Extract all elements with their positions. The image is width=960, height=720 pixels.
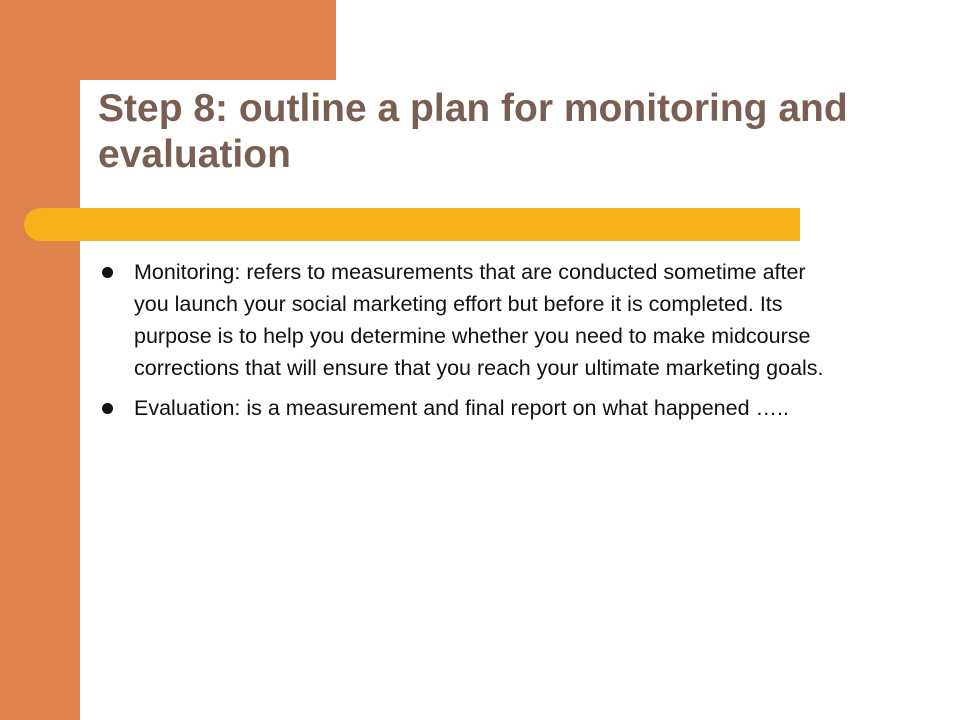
- bullet-item-evaluation: [100, 392, 830, 424]
- bullet-text-monitoring: Monitoring: refers to measurements that are conducted sometime after you launch your social marketing effort but before it is completed. Its purpose is to help you determine whether you need to make midcourse corrections that will ensure that you reach your ultimate marketing goals.: [134, 260, 824, 380]
- orange-top-band: [0, 0, 336, 80]
- bullet-text-evaluation: Evaluation: is a measurement and final report on what happened …..: [134, 396, 789, 420]
- bullet-item-monitoring: [100, 256, 830, 384]
- bullet-dot-icon: [102, 267, 113, 278]
- bullet-list: [100, 256, 830, 432]
- slide-title: Step 8: outline a plan for monitoring and evaluation: [98, 87, 848, 176]
- orange-side-band: [0, 0, 80, 720]
- bullet-dot-icon: [102, 403, 113, 414]
- yellow-accent-bar: [24, 208, 800, 241]
